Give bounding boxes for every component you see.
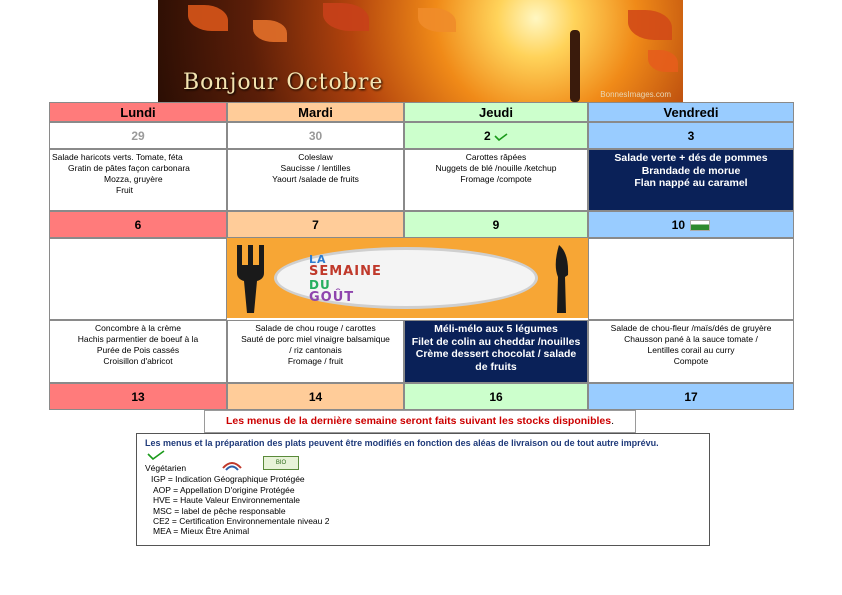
date-cell: 9: [404, 211, 588, 238]
menu-line: Coleslaw: [298, 152, 333, 162]
menu-line: Gratin de pâtes façon carbonara: [68, 163, 190, 173]
week3-date-row: [49, 383, 794, 410]
day-header-mardi: Mardi: [227, 102, 404, 122]
date-cell: 16: [404, 383, 588, 410]
date-cell: 3: [588, 122, 794, 149]
week1-date-row: [49, 122, 794, 149]
day-header-vendredi: Vendredi: [588, 102, 794, 122]
banner-credit: BonnesImages.com: [600, 90, 671, 99]
menu-line: Yaourt /salade de fruits: [272, 174, 359, 184]
menu-cell: [404, 149, 588, 211]
menu-cell: [49, 149, 227, 211]
menu-line: Purée de Pois cassés: [96, 345, 180, 355]
menu-line: Saucisse / lentilles: [280, 163, 351, 173]
menu-line: Croisillon d'abricot: [103, 356, 173, 366]
week2-menu-row: [49, 320, 794, 383]
menu-line: Filet de colin au cheddar /nouilles: [411, 335, 581, 348]
header-row: [49, 102, 794, 122]
menu-line: Brandade de morue: [641, 164, 741, 177]
menu-line: / riz cantonais: [289, 345, 342, 355]
menu-line: Salade verte + dés de pommes: [614, 152, 768, 164]
menu-line: Compote: [673, 356, 709, 366]
vegetarian-check-icon: [494, 133, 508, 141]
day-header-jeudi: Jeudi: [404, 102, 588, 122]
tree-trunk: [570, 30, 580, 102]
gout-word-la: LA: [309, 253, 327, 266]
legend-vegetarian: Végétarien: [145, 463, 187, 473]
legend-line: AOP = Appellation D'origine Protégée: [153, 485, 295, 495]
menu-line: Salade haricots verts. Tomate, féta: [52, 152, 183, 162]
banner-title: Bonjour Octobre: [183, 70, 384, 95]
date-cell: 6: [49, 211, 227, 238]
legend-line: MSC = label de pêche responsable: [153, 506, 286, 516]
menu-line: Flan nappé au caramel: [634, 177, 748, 189]
legend-line: HVE = Haute Valeur Environnementale: [153, 495, 301, 505]
week1-menu-row: [49, 149, 794, 211]
date-cell: 13: [49, 383, 227, 410]
menu-line: Concombre à la crème: [95, 323, 181, 333]
date-cell: 30: [227, 122, 404, 149]
fork-icon: [235, 245, 267, 313]
gout-word-semaine: SEMAINE: [309, 264, 382, 279]
menu-line: Lentilles corail au curry: [647, 345, 735, 355]
menu-line: Fromage / fruit: [287, 356, 344, 366]
date-cell: 29: [49, 122, 227, 149]
date-cell: 17: [588, 383, 794, 410]
date-cell: 7: [227, 211, 404, 238]
menu-cell: [227, 149, 404, 211]
stock-notice: Les menus de la dernière semaine seront faits suivant les stocks disponibles.: [204, 410, 636, 433]
logo-icon: [221, 458, 243, 472]
menu-cell: [588, 320, 794, 383]
date-value: 2: [483, 129, 491, 143]
menu-cell-highlight: [588, 149, 794, 211]
leaf-shape: [418, 8, 456, 32]
menu-line: Salade de chou-fleur /maïs/dés de gruyère: [610, 323, 772, 333]
eco-label-icon: [690, 220, 710, 231]
date-cell: [588, 211, 794, 238]
leaf-shape: [253, 20, 287, 42]
menu-line: de fruits: [475, 360, 517, 373]
legend-line: IGP = Indication Géographique Protégée: [151, 474, 305, 484]
notice-text: Les menus de la dernière semaine seront faits suivant les stocks disponibles: [225, 415, 612, 427]
bio-label-text: BIO: [275, 460, 287, 466]
legend-line: CE2 = Certification Environnementale niveau 2: [153, 516, 330, 526]
leaf-shape: [648, 50, 678, 72]
leaf-shape: [188, 5, 228, 31]
legend-box: [136, 433, 710, 546]
date-cell: [404, 122, 588, 149]
leaf-shape: [323, 3, 369, 31]
menu-line: Hachis parmentier de boeuf à la: [77, 334, 199, 344]
gout-word-gout: GOÛT: [309, 290, 355, 305]
legend-intro: Les menus et la préparation des plats peuvent être modifiés en fonction des aléas de livraison ou de tout autre imprévu.: [145, 438, 659, 448]
menu-line: Chausson pané à la sauce tomate /: [624, 334, 758, 344]
menu-line: Fruit: [116, 185, 133, 195]
semaine-du-gout-banner: [227, 238, 588, 318]
empty-cell: [49, 238, 227, 320]
week2-feature-row: [49, 238, 794, 320]
menu-line: Salade de chou rouge / carottes: [255, 323, 376, 333]
menu-cell-highlight: [404, 320, 588, 383]
menu-line: Méli-mélo aux 5 légumes: [434, 323, 558, 335]
autumn-banner: [158, 0, 683, 102]
menu-cell: [49, 320, 227, 383]
date-value: 10: [671, 218, 685, 232]
menu-line: Sauté de porc miel vinaigre balsamique: [241, 334, 390, 344]
menu-line: Crème dessert chocolat / salade: [415, 348, 577, 360]
menu-cell: [227, 320, 404, 383]
gout-word-du: DU: [309, 278, 331, 292]
menu-line: Carottes râpées: [465, 152, 527, 162]
menu-line: Mozza, gruyère: [104, 174, 163, 184]
legend-line: MEA = Mieux Être Animal: [153, 526, 250, 536]
bio-label-icon: [263, 456, 299, 470]
menu-line: Fromage /compote: [460, 174, 532, 184]
leaf-shape: [628, 10, 672, 40]
menu-line: Nuggets de blé /nouille /ketchup: [435, 163, 557, 173]
knife-icon: [551, 245, 571, 313]
empty-cell: [588, 238, 794, 320]
week2-date-row: [49, 211, 794, 238]
day-header-lundi: Lundi: [49, 102, 227, 122]
vegetarian-check-icon: [147, 450, 165, 460]
date-cell: 14: [227, 383, 404, 410]
